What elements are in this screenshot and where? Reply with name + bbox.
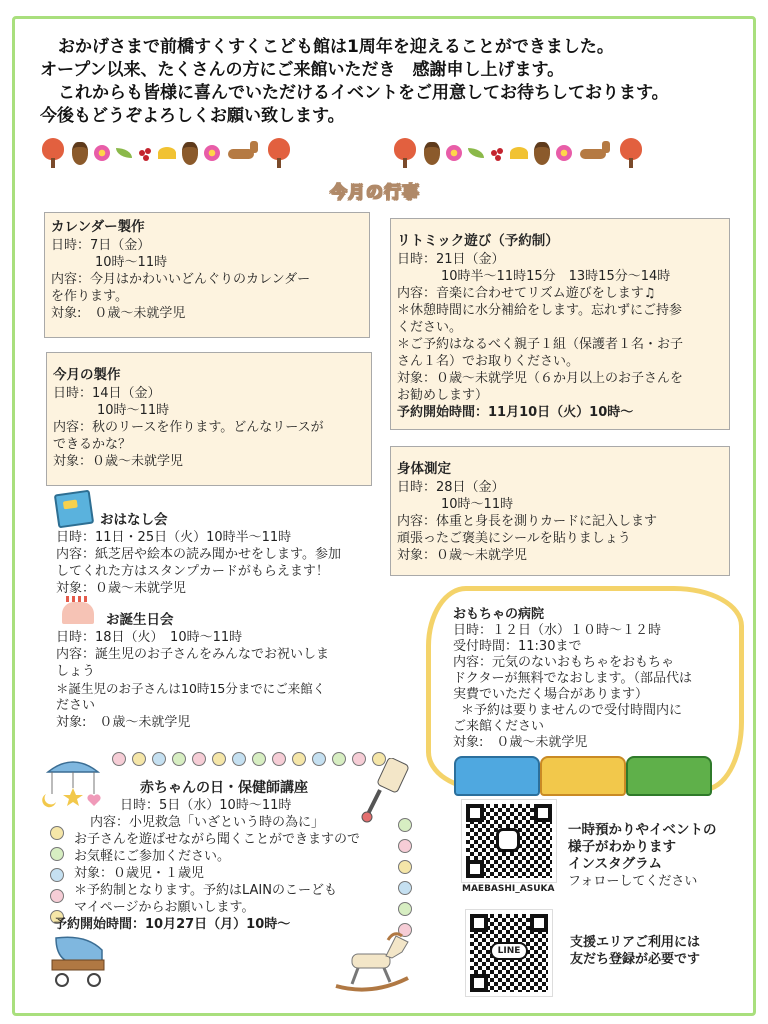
reservation-start: 予約開始時間：11月10日（火）10時～ [397, 405, 634, 420]
acorn-icon [72, 142, 88, 165]
event-note: ＊予約は要りませんので受付時間内に [461, 703, 683, 718]
flower-icon [94, 145, 110, 161]
event-content: 実費でいただく場合があります） [453, 687, 649, 702]
event-title: お誕生日会 [106, 612, 174, 628]
event-target: お勧めします） [397, 388, 489, 403]
dot [212, 752, 226, 766]
instagram-text: インスタグラム [568, 856, 662, 872]
event-note: ＊誕生児のお子さんは10時15分までにご来館く [56, 681, 326, 696]
event-title: 赤ちゃんの日・保健師講座 [140, 780, 308, 796]
berry-icon [138, 145, 152, 161]
event-title: 今月の製作 [53, 367, 121, 383]
event-content: 内容：小児救急「いざという時の為に」 [90, 815, 325, 830]
event-title: リトミック遊び（予約制） [397, 233, 559, 249]
event-date: 日時：18日（火） 10時～11時 [56, 630, 243, 645]
reservation-start: 予約開始時間：10月27日（月）10時～ [54, 917, 291, 932]
tree-icon [392, 138, 418, 168]
line-info [570, 934, 700, 968]
event-target: 対象：０歳～未就学児 [56, 581, 187, 596]
event-note: ＊予約制となります。予約はLAINのこーども [74, 883, 337, 898]
ginkgo-icon [510, 147, 528, 159]
dot [152, 752, 166, 766]
event-note: ださい [56, 698, 96, 713]
event-content: お気軽にご参加ください。 [74, 849, 231, 864]
line-text: 友だち登録が必要です [570, 952, 701, 967]
dot-row-top [112, 752, 386, 766]
events-heading: 今月の行事 [330, 183, 420, 203]
event-time: 10時半～11時15分 13時15分～14時 [441, 269, 671, 284]
tree-icon [40, 138, 66, 168]
qr-finder [470, 974, 488, 992]
event-date: 日時：１２日（水）１０時～１２時 [453, 623, 662, 638]
birthday-party-section [56, 612, 386, 731]
instagram-icon [496, 828, 520, 852]
event-content: 内容：音楽に合わせてリズム遊びをします♫ [397, 286, 656, 301]
yellow-train-icon [540, 756, 626, 796]
event-content: 内容：誕生児のお子さんをみんなでお祝いしま [56, 647, 330, 662]
dot [192, 752, 206, 766]
event-note: マイページからお願いします。 [74, 900, 255, 915]
event-time: 10時～11時 [95, 255, 168, 270]
event-note: ご来館ください [453, 719, 545, 734]
stroller-icon [46, 930, 112, 988]
event-content: 内容：元気のないおもちゃをおもちゃ [453, 655, 675, 670]
intro-message [40, 36, 740, 128]
event-date: 日時：21日（金） [397, 252, 505, 267]
toy-hospital-content [453, 607, 692, 751]
event-note: ください。 [397, 320, 463, 335]
event-target: 対象: ０歳～未就学児 [453, 735, 588, 750]
dot [112, 752, 126, 766]
baby-day-section [54, 780, 434, 933]
event-target: 対象：０歳～未就学児 [53, 454, 184, 469]
event-target: 対象: ０歳～未就学児 [56, 715, 191, 730]
intro-line: 今後もどうぞよろしくお願い致します。 [40, 106, 345, 126]
intro-line: これからも皆様に喜んでいただけるイベントをご用意してお待ちしております。 [58, 83, 669, 103]
event-content: してくれた方はスタンプカードがもらえます！ [56, 564, 329, 579]
dot [292, 752, 306, 766]
event-content: お子さんを遊ばせながら聞くことができますので [74, 832, 361, 847]
line-qr-code[interactable] [466, 910, 552, 996]
green-train-icon [626, 756, 712, 796]
instagram-text: 一時預かりやイベントの [568, 822, 717, 838]
dot [252, 752, 266, 766]
event-content: 内容：秋のリースを作ります。どんなリースが [53, 420, 324, 435]
line-logo-icon: LINE [490, 942, 528, 960]
tree-icon [266, 138, 292, 168]
leaf-icon [468, 148, 484, 158]
event-content: しょう [56, 664, 96, 679]
wreath-event-box [46, 352, 372, 486]
event-reception: 受付時間：11:30まで [453, 639, 582, 654]
instagram-handle: MAEBASHI_ASUKA [462, 884, 555, 894]
calendar-event-box [44, 212, 370, 338]
rocking-horse-icon [330, 930, 414, 992]
autumn-decoration-left [40, 136, 292, 170]
qr-finder [470, 914, 488, 932]
event-note: ＊ご予約はなるべく親子１組（保護者１名・お子 [397, 337, 684, 352]
qr-finder [534, 804, 552, 822]
event-target: 対象: ０歳～未就学児 [51, 306, 186, 321]
instagram-qr-code[interactable] [462, 800, 556, 882]
event-content: 内容：今月はかわいいどんぐりのカレンダー [51, 272, 311, 287]
event-time: 10時～11時 [97, 403, 170, 418]
acorn-icon [182, 142, 198, 165]
event-date: 日時：28日（金） [397, 480, 505, 495]
event-content: 内容：体重と身長を測りカードに記入します [397, 514, 658, 529]
event-content: を作ります。 [51, 289, 128, 304]
dot [232, 752, 246, 766]
story-time-section [56, 512, 386, 597]
measurement-event-box [390, 446, 730, 576]
deer-icon [578, 139, 612, 167]
rhythmic-event-box [390, 218, 730, 430]
leaf-icon [116, 148, 132, 158]
event-title: カレンダー製作 [51, 219, 145, 235]
instagram-text: フォローしてください [568, 874, 698, 889]
event-target: 対象：０歳～未就学児 [397, 548, 528, 563]
instagram-info [568, 822, 717, 890]
event-content: ドクターが無料でなおします。（部品代は [453, 671, 692, 686]
dot [312, 752, 326, 766]
ginkgo-icon [158, 147, 176, 159]
event-date: 日時：11日・25日（火）10時半～11時 [56, 530, 292, 545]
event-date: 日時：5日（水）10時～11時 [120, 798, 292, 813]
event-content: 頑張ったご褒美にシールを貼りましょう [397, 531, 631, 546]
blue-train-icon [454, 756, 540, 796]
dot [172, 752, 186, 766]
acorn-icon [424, 142, 440, 165]
qr-finder [466, 860, 484, 878]
event-note: さん１名）でお取りください。 [397, 354, 580, 369]
event-time: 10時～11時 [441, 497, 514, 512]
instagram-text: 様子がわかります [568, 839, 676, 855]
berry-icon [490, 145, 504, 161]
dot [132, 752, 146, 766]
event-content: 内容：紙芝居や絵本の読み聞かせをします。参加 [56, 547, 341, 562]
flower-icon [556, 145, 572, 161]
autumn-decoration-right [392, 136, 644, 170]
tree-icon [618, 138, 644, 168]
event-title: 身体測定 [397, 461, 451, 477]
qr-finder [466, 804, 484, 822]
acorn-icon [534, 142, 550, 165]
event-title: おはなし会 [100, 512, 168, 528]
dot [272, 752, 286, 766]
event-target: 対象：０歳～未就学児（６か月以上のお子さんを [397, 371, 684, 386]
line-text: 支援エリアご利用には [570, 935, 701, 950]
event-date: 日時：7日（金） [51, 238, 151, 253]
intro-line: おかげさまで前橋すくすくこども館は1周年を迎えることができました。 [58, 37, 614, 57]
intro-line: オープン以来、たくさんの方にご来館いただき 感謝申し上げます。 [40, 60, 565, 80]
event-content: できるかな？ [53, 437, 132, 452]
event-note: ＊休憩時間に水分補給をします。忘れずにご持参 [397, 303, 682, 318]
flower-icon [446, 145, 462, 161]
flower-icon [204, 145, 220, 161]
event-title: おもちゃの病院 [453, 607, 545, 622]
qr-finder [530, 914, 548, 932]
dot [332, 752, 346, 766]
event-target: 対象：０歳児・１歳児 [74, 866, 205, 881]
deer-icon [226, 139, 260, 167]
event-date: 日時：14日（金） [53, 386, 161, 401]
